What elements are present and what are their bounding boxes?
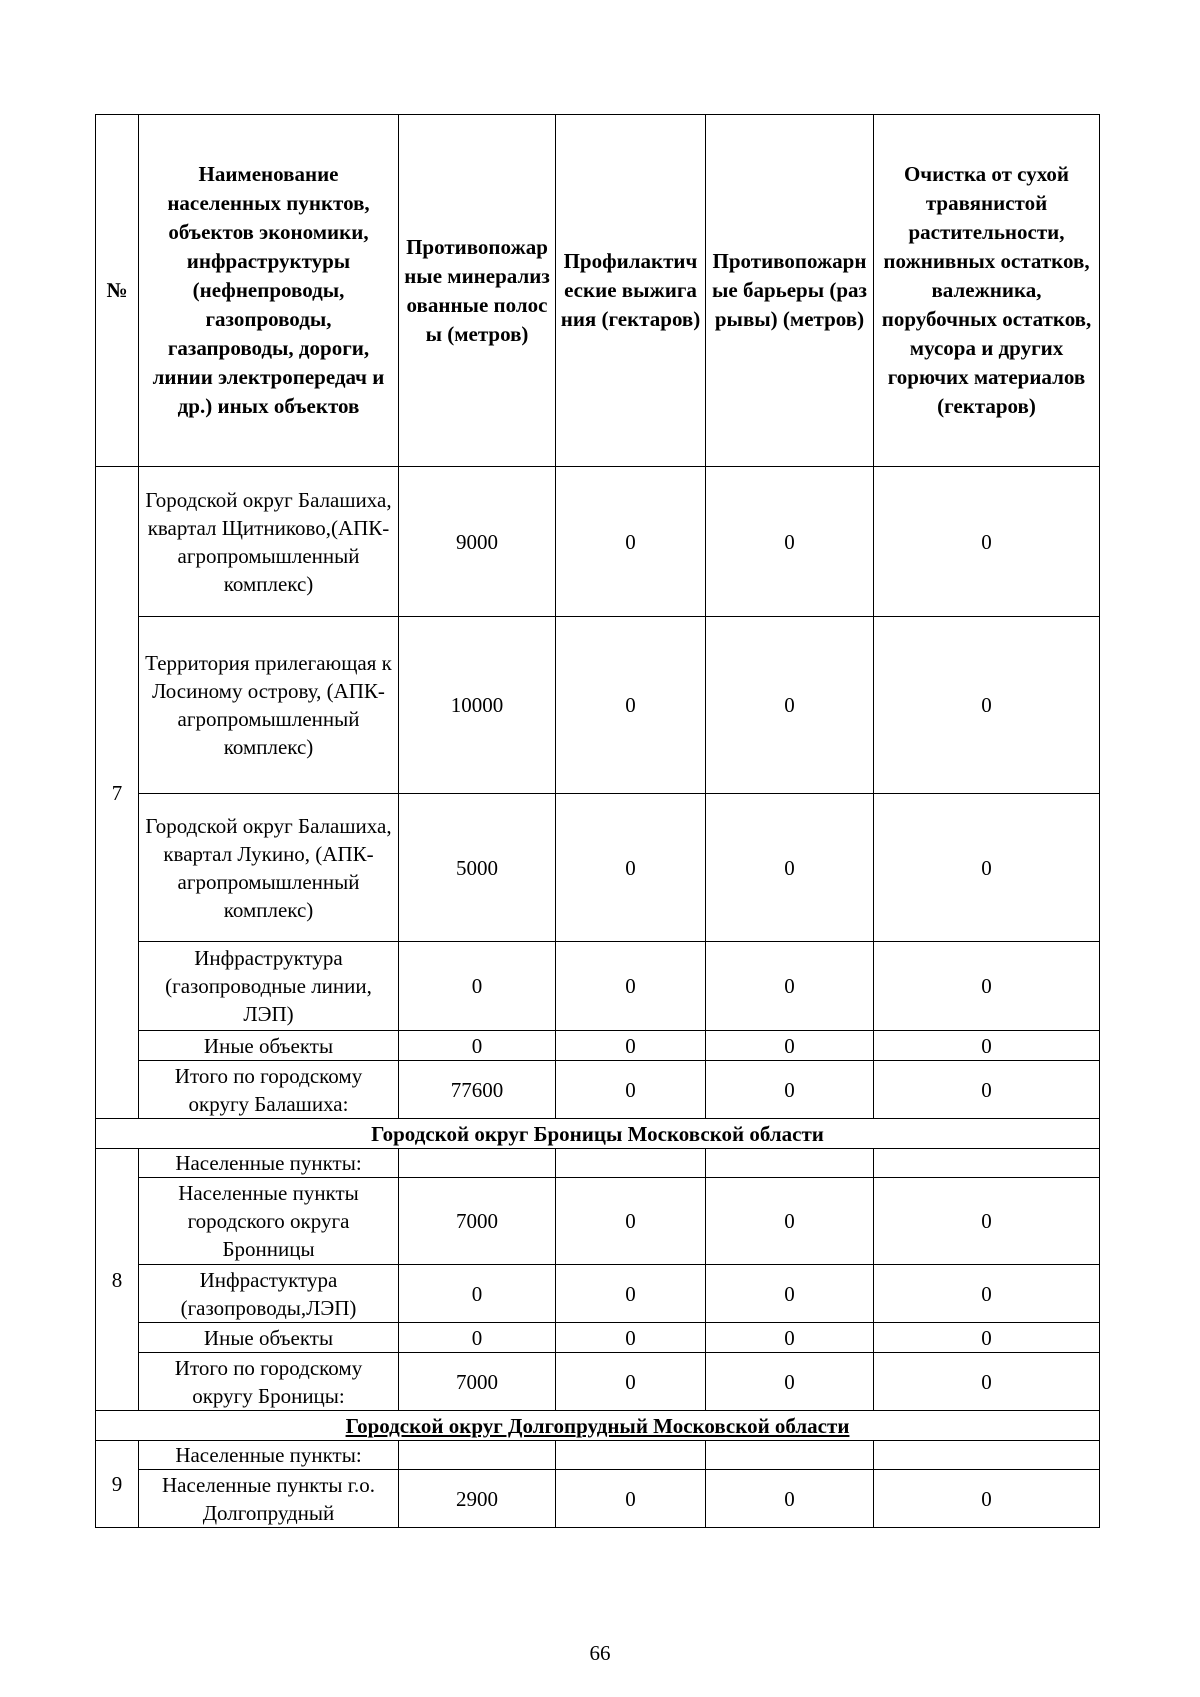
district-header-row bbox=[96, 1119, 1100, 1149]
table-row bbox=[96, 794, 1100, 942]
table-row bbox=[96, 1149, 1100, 1178]
table-row bbox=[96, 1031, 1100, 1061]
value-preventive-burning: 0 bbox=[556, 942, 706, 1031]
value-fire-barriers: 0 bbox=[706, 942, 874, 1031]
object-name: Населенные пункты г.о. Долгопрудный bbox=[139, 1470, 399, 1528]
value-cleanup: 0 bbox=[874, 1031, 1100, 1061]
value-mineralized-strips: 10000 bbox=[399, 617, 556, 794]
header-fire-barriers: Противопожарные барьеры (разрывы) (метров) bbox=[706, 115, 874, 467]
object-name: Иные объекты bbox=[139, 1323, 399, 1353]
object-name: Иные объекты bbox=[139, 1031, 399, 1061]
value-preventive-burning: 0 bbox=[556, 1178, 706, 1265]
table-row bbox=[96, 1353, 1100, 1411]
value-cleanup: 0 bbox=[874, 1353, 1100, 1411]
value-preventive-burning: 0 bbox=[556, 617, 706, 794]
value-mineralized-strips: 0 bbox=[399, 1265, 556, 1323]
value-cleanup: 0 bbox=[874, 1323, 1100, 1353]
fire-measures-table bbox=[95, 114, 1100, 1528]
table-row bbox=[96, 1061, 1100, 1119]
value-fire-barriers: 0 bbox=[706, 617, 874, 794]
value-fire-barriers: 0 bbox=[706, 1031, 874, 1061]
value-mineralized-strips: 0 bbox=[399, 1323, 556, 1353]
object-name: Городской округ Балашиха, квартал Щитниково,(АПК-агропромышленный комплекс) bbox=[139, 467, 399, 617]
value-cleanup: 0 bbox=[874, 1061, 1100, 1119]
header-cleanup: Очистка от сухой травянистой растительности, пожнивных остатков, валежника, порубочных остатков, мусора и других горючих материалов (гектаров) bbox=[874, 115, 1100, 467]
value-cleanup: 0 bbox=[874, 467, 1100, 617]
header-mineralized-strips: Противопожарные минерализованные полосы (метров) bbox=[399, 115, 556, 467]
table-row bbox=[96, 617, 1100, 794]
value-cleanup: 0 bbox=[874, 1265, 1100, 1323]
value-fire-barriers: 0 bbox=[706, 1323, 874, 1353]
row-number: 7 bbox=[96, 467, 139, 1119]
value-preventive-burning: 0 bbox=[556, 467, 706, 617]
value-mineralized-strips: 0 bbox=[399, 1031, 556, 1061]
value-mineralized-strips: 2900 bbox=[399, 1470, 556, 1528]
value-fire-barriers: 0 bbox=[706, 1470, 874, 1528]
table-row bbox=[96, 1470, 1100, 1528]
value-fire-barriers: 0 bbox=[706, 1265, 874, 1323]
header-num: № bbox=[96, 115, 139, 467]
value-preventive-burning: 0 bbox=[556, 1265, 706, 1323]
table-row bbox=[96, 1441, 1100, 1470]
value-cleanup bbox=[874, 1441, 1100, 1470]
object-name: Инфрастуктура (газопроводы,ЛЭП) bbox=[139, 1265, 399, 1323]
value-mineralized-strips: 7000 bbox=[399, 1178, 556, 1265]
object-name: Территория прилегающая к Лосиному острову, (АПК-агропромышленный комплекс) bbox=[139, 617, 399, 794]
table-row bbox=[96, 942, 1100, 1031]
table-row bbox=[96, 1323, 1100, 1353]
value-cleanup bbox=[874, 1149, 1100, 1178]
page-number: 66 bbox=[589, 1641, 611, 1665]
value-cleanup: 0 bbox=[874, 1470, 1100, 1528]
value-mineralized-strips: 7000 bbox=[399, 1353, 556, 1411]
value-fire-barriers bbox=[706, 1441, 874, 1470]
row-number: 9 bbox=[96, 1441, 139, 1528]
district-title: Городской округ Долгопрудный Московской области bbox=[96, 1411, 1100, 1441]
object-name: Населенные пункты городского округа Бронницы bbox=[139, 1178, 399, 1265]
value-cleanup: 0 bbox=[874, 1178, 1100, 1265]
object-name: Инфраструктура (газопроводные линии, ЛЭП) bbox=[139, 942, 399, 1031]
district-header-row bbox=[96, 1411, 1100, 1441]
value-fire-barriers: 0 bbox=[706, 1061, 874, 1119]
value-cleanup: 0 bbox=[874, 942, 1100, 1031]
value-cleanup: 0 bbox=[874, 617, 1100, 794]
row-number: 8 bbox=[96, 1149, 139, 1411]
object-name: Городской округ Балашиха, квартал Лукино, (АПК-агропромышленный комплекс) bbox=[139, 794, 399, 942]
table-row bbox=[96, 1178, 1100, 1265]
value-cleanup: 0 bbox=[874, 794, 1100, 942]
header-name: Наименование населенных пунктов, объектов экономики, инфраструктуры (нефнепроводы, газопроводы, газапроводы, дороги, линии электропередач и др.) иных объектов bbox=[139, 115, 399, 467]
header-row bbox=[96, 115, 1100, 467]
value-mineralized-strips: 0 bbox=[399, 942, 556, 1031]
object-name: Населенные пункты: bbox=[139, 1441, 399, 1470]
value-preventive-burning bbox=[556, 1441, 706, 1470]
object-name: Итого по городскому округу Броницы: bbox=[139, 1353, 399, 1411]
value-fire-barriers: 0 bbox=[706, 794, 874, 942]
value-mineralized-strips: 77600 bbox=[399, 1061, 556, 1119]
object-name: Населенные пункты: bbox=[139, 1149, 399, 1178]
object-name: Итого по городскому округу Балашиха: bbox=[139, 1061, 399, 1119]
value-preventive-burning bbox=[556, 1149, 706, 1178]
value-fire-barriers: 0 bbox=[706, 1353, 874, 1411]
table-row bbox=[96, 1265, 1100, 1323]
value-preventive-burning: 0 bbox=[556, 794, 706, 942]
value-preventive-burning: 0 bbox=[556, 1470, 706, 1528]
value-preventive-burning: 0 bbox=[556, 1061, 706, 1119]
table-row bbox=[96, 467, 1100, 617]
header-preventive-burning: Профилактические выжигания (гектаров) bbox=[556, 115, 706, 467]
value-mineralized-strips: 9000 bbox=[399, 467, 556, 617]
value-fire-barriers: 0 bbox=[706, 1178, 874, 1265]
value-preventive-burning: 0 bbox=[556, 1323, 706, 1353]
value-preventive-burning: 0 bbox=[556, 1031, 706, 1061]
district-title: Городской округ Броницы Московской области bbox=[96, 1119, 1100, 1149]
value-mineralized-strips: 5000 bbox=[399, 794, 556, 942]
value-preventive-burning: 0 bbox=[556, 1353, 706, 1411]
value-fire-barriers: 0 bbox=[706, 467, 874, 617]
value-fire-barriers bbox=[706, 1149, 874, 1178]
value-mineralized-strips bbox=[399, 1149, 556, 1178]
value-mineralized-strips bbox=[399, 1441, 556, 1470]
